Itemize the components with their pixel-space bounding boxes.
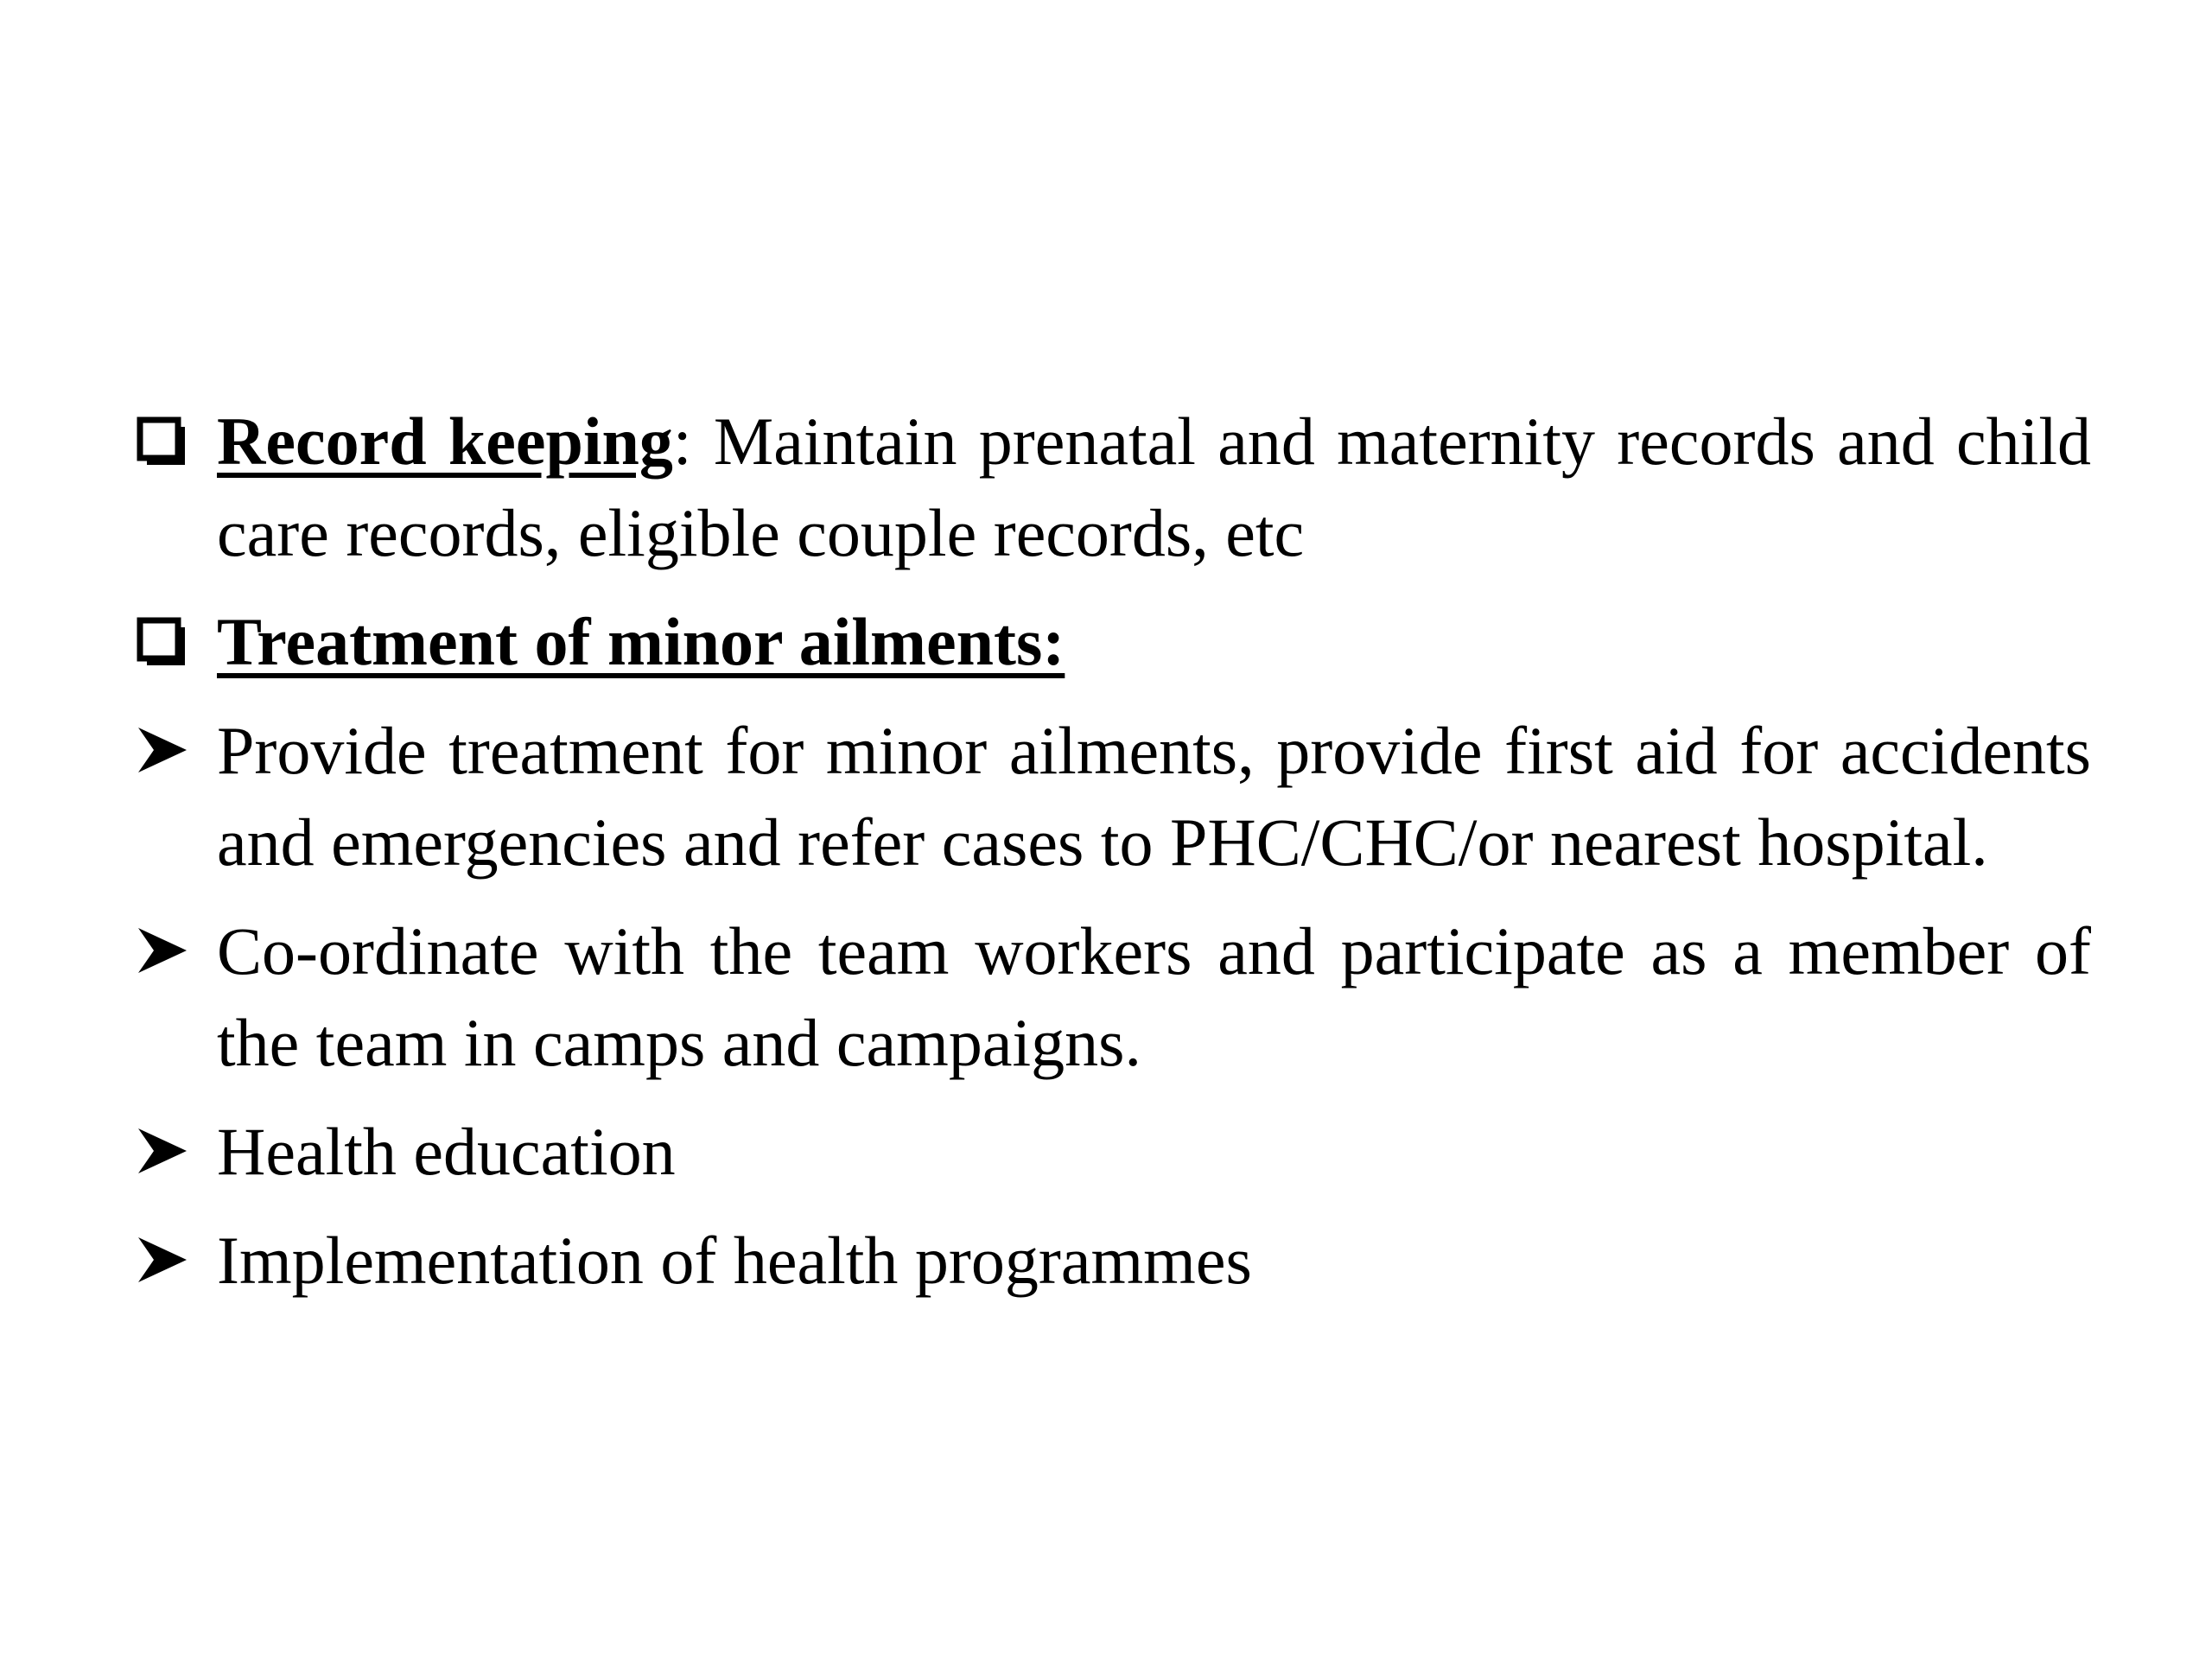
list-item-record-keeping xyxy=(137,396,2091,579)
provide-treatment-text: Provide treatment for minor ailments, provide first aid for accidents and emergencies and refer cases to PHC/CHC/or nearest hospital. xyxy=(217,713,2091,880)
checkbox-square-bullet-icon xyxy=(137,596,197,688)
list-item-minor-ailments-heading xyxy=(137,596,2091,688)
record-keeping-separator: : xyxy=(672,404,692,479)
checkbox-square-bullet-icon xyxy=(137,396,197,487)
list-item-implementation xyxy=(137,1215,2091,1306)
implementation-text: Implementation of health programmes xyxy=(217,1223,1252,1298)
minor-ailments-heading: Treatment of minor ailments: xyxy=(217,604,1065,679)
arrowhead-bullet-icon xyxy=(137,1106,197,1198)
arrowhead-bullet-icon xyxy=(137,906,197,997)
record-keeping-text: Maintain prenatal and maternity records and child care records, eligible couple records, etc xyxy=(217,404,2091,570)
arrowhead-bullet-icon xyxy=(137,705,197,797)
list-item-health-education xyxy=(137,1106,2091,1198)
arrowhead-bullet-icon xyxy=(137,1215,197,1306)
list-item-provide-treatment xyxy=(137,705,2091,888)
bullet-list xyxy=(137,396,2091,1306)
record-keeping-heading: Record keeping xyxy=(217,404,673,479)
health-education-text: Health education xyxy=(217,1114,676,1189)
coordinate-text: Co-ordinate with the team workers and participate as a member of the team in camps and campaigns. xyxy=(217,913,2091,1080)
list-item-coordinate xyxy=(137,906,2091,1089)
